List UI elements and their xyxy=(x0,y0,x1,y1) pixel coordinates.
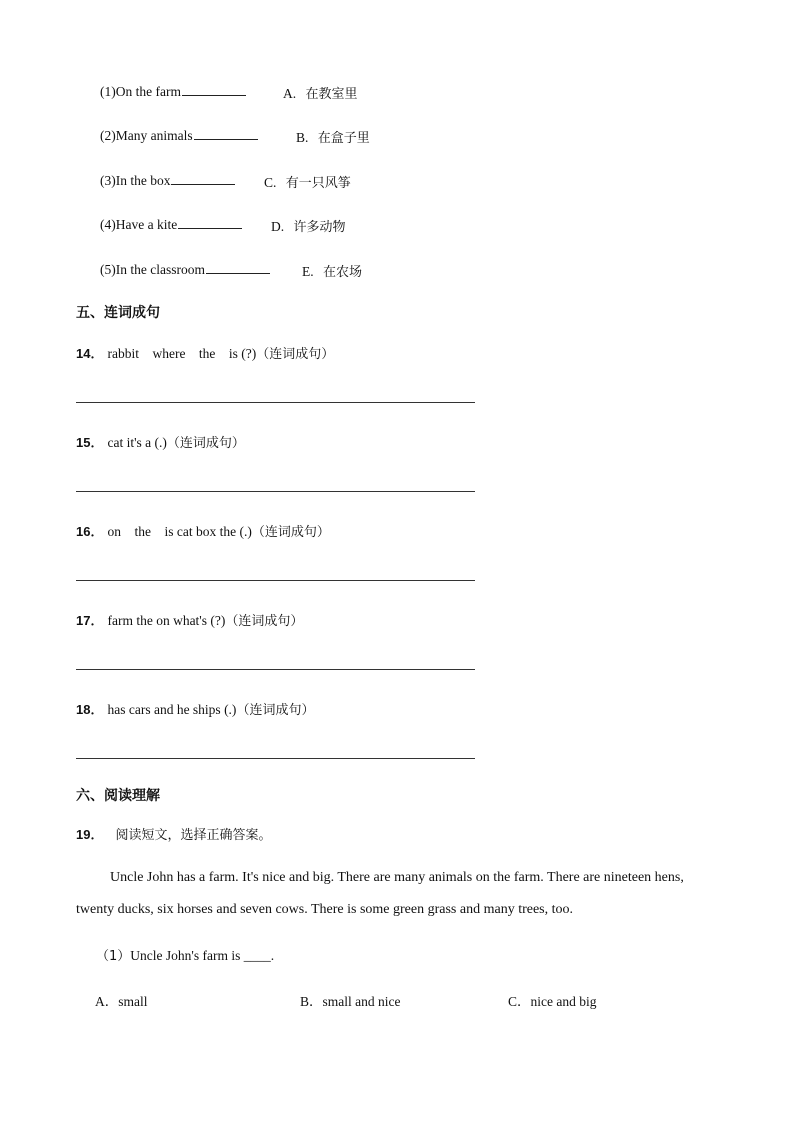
option-chinese: 许多动物 xyxy=(293,220,346,235)
answer-line[interactable] xyxy=(76,491,475,492)
question-hint: （连词成句） xyxy=(166,436,245,451)
match-item-3 xyxy=(100,172,235,189)
match-option-a xyxy=(283,83,358,102)
match-option-d xyxy=(271,216,346,235)
sub-question-1 xyxy=(96,945,274,965)
choice-text: small and nice xyxy=(322,994,401,1009)
option-chinese: 在盒子里 xyxy=(317,131,370,146)
question-18 xyxy=(76,699,314,719)
option-letter: C. xyxy=(264,175,277,190)
answer-blank[interactable] xyxy=(182,83,246,96)
match-left-text: (5)In the classroom xyxy=(100,262,205,277)
answer-line[interactable] xyxy=(76,758,475,759)
section-five-heading: 五、连词成句 xyxy=(76,305,160,321)
question-hint: （连词成句） xyxy=(225,614,304,629)
question-hint: （连词成句） xyxy=(236,703,315,718)
sub-question-stem: Uncle John's farm is ____. xyxy=(130,948,275,963)
choice-text: nice and big xyxy=(530,994,597,1009)
section-six-heading: 六、阅读理解 xyxy=(76,788,160,804)
answer-blank[interactable] xyxy=(171,172,235,185)
option-chinese: 在教室里 xyxy=(305,87,358,102)
question-number: 15． xyxy=(76,435,104,450)
question-number: 18． xyxy=(76,702,104,717)
answer-line[interactable] xyxy=(76,402,475,403)
option-chinese: 在农场 xyxy=(323,265,363,280)
question-17 xyxy=(76,610,303,630)
answer-blank[interactable] xyxy=(178,216,242,229)
choice-letter: C． xyxy=(508,994,531,1009)
question-number: 17． xyxy=(76,613,104,628)
option-letter: D. xyxy=(271,219,285,234)
option-chinese: 有一只风筝 xyxy=(285,176,351,191)
option-letter: E. xyxy=(302,264,314,279)
question-hint: （连词成句） xyxy=(256,347,335,362)
question-14 xyxy=(76,343,334,363)
answer-line[interactable] xyxy=(76,580,475,581)
question-text: has cars and he ships (.) xyxy=(107,702,237,717)
question-15 xyxy=(76,432,245,452)
answer-line[interactable] xyxy=(76,669,475,670)
match-option-e xyxy=(302,261,362,280)
question-16 xyxy=(76,521,330,541)
question-text: cat it's a (.) xyxy=(107,435,167,450)
choice-a[interactable] xyxy=(95,990,148,1011)
match-left-text: (4)Have a kite xyxy=(100,217,178,232)
question-19 xyxy=(76,824,271,844)
match-item-2 xyxy=(100,127,258,144)
match-item-5 xyxy=(100,261,270,278)
passage-line-1: Uncle John has a farm. It's nice and big. There are many animals on the farm. There are nineteen hens, xyxy=(110,870,684,885)
question-hint: （连词成句） xyxy=(251,525,330,540)
question-number: 14． xyxy=(76,346,104,361)
match-left-text: (3)In the box xyxy=(100,173,171,188)
answer-blank[interactable] xyxy=(206,261,270,274)
question-text: rabbit where the is (?) xyxy=(107,346,257,361)
match-left-text: (2)Many animals xyxy=(100,128,193,143)
sub-question-label: （1） xyxy=(96,949,131,964)
question-instruction: 阅读短文，选择正确答案。 xyxy=(115,828,272,843)
option-letter: B. xyxy=(296,130,309,145)
question-number: 19． xyxy=(76,827,104,842)
question-text: farm the on what's (?) xyxy=(107,613,226,628)
option-letter: A. xyxy=(283,86,297,101)
choice-letter: B． xyxy=(300,994,323,1009)
choice-b[interactable] xyxy=(300,990,401,1011)
answer-blank[interactable] xyxy=(194,127,258,140)
passage-line-2: twenty ducks, six horses and seven cows. There is some green grass and many trees, too. xyxy=(76,902,574,917)
question-text: on the is cat box the (.) xyxy=(107,524,252,539)
choice-letter: A． xyxy=(95,994,119,1009)
match-option-b xyxy=(296,127,370,146)
choice-text: small xyxy=(118,994,148,1009)
choice-c[interactable] xyxy=(508,990,597,1011)
question-number: 16． xyxy=(76,524,104,539)
match-option-c xyxy=(264,172,351,191)
match-left-text: (1)On the farm xyxy=(100,84,181,99)
match-item-4 xyxy=(100,216,242,233)
match-item-1 xyxy=(100,83,246,100)
